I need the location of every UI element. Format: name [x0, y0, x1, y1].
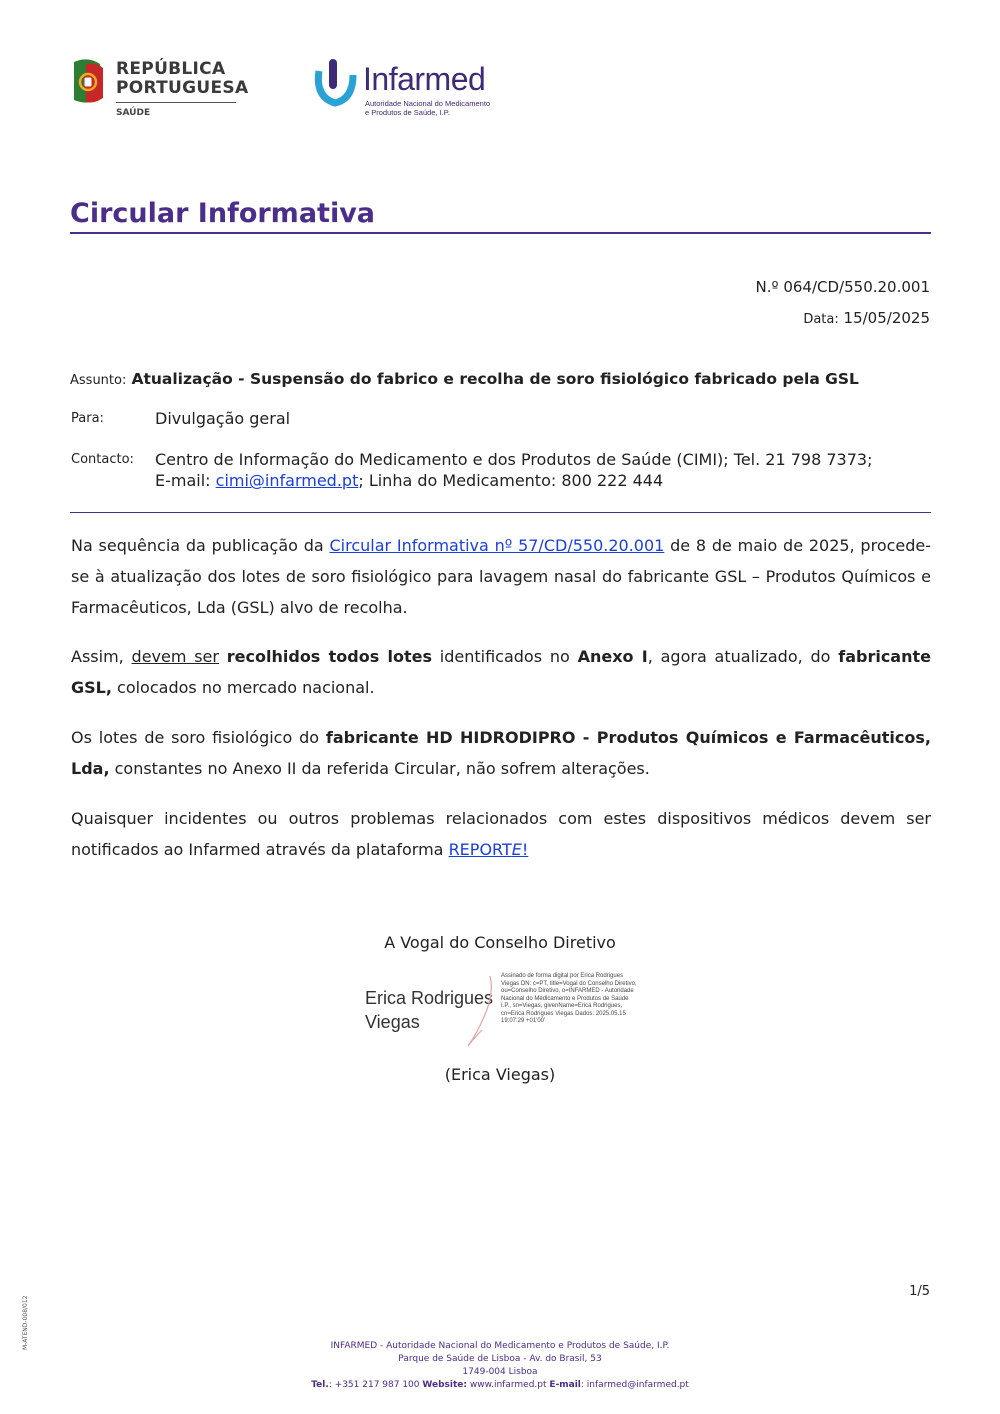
- p1-text: Na sequência da publicação da: [71, 536, 330, 555]
- document-title: Circular Informativa: [70, 198, 376, 229]
- footer-line1: INFARMED - Autoridade Nacional do Medicamento e Produtos de Saúde, I.P.: [330, 1341, 670, 1351]
- logo-rp-sub: SAÚDE: [116, 108, 151, 118]
- paragraph-1: [71, 530, 931, 623]
- footer-line3: 1749-004 Lisboa: [462, 1367, 538, 1377]
- reporte-link-b: E: [511, 840, 522, 859]
- p2-space: [219, 647, 227, 666]
- infarmed-logo: [313, 57, 503, 121]
- p2-bold-2: Anexo I: [577, 647, 648, 666]
- p2-underlined: devem ser: [131, 647, 219, 666]
- logo-infarmed-sub2: e Produtos de Saúde, I.P.: [365, 108, 450, 117]
- footer-email-label: E-mail: [549, 1380, 581, 1390]
- p2-text: Assim,: [71, 647, 132, 666]
- signature-name-line1: Erica Rodrigues: [365, 988, 494, 1008]
- footer-tel: : +351 217 987 100: [328, 1380, 420, 1390]
- logo-rp-line2: PORTUGUESA: [116, 78, 249, 98]
- page-number: 1/5: [909, 1284, 930, 1299]
- contact-label: Contacto:: [71, 452, 134, 467]
- footer-web-label: Website:: [422, 1380, 467, 1390]
- signature-metadata: Assinado de forma digital por Erica Rodrigues Viegas DN: c=PT, title=Vogal do Conselho Diretivo, ou=Conselho Diretivo, o=INFARMED - Autoridade Nacional do Medicamento e Produtos de Saúde I.P., sn=Viegas, givenName=Erica Rodrigues, cn=Erica Rodrigues Viegas Dados: 2025.05.15 19:07:29 +01'00': [501, 973, 637, 1024]
- p2-text-3: , agora atualizado, do: [647, 647, 839, 666]
- footer-web[interactable]: www.infarmed.pt: [466, 1380, 547, 1390]
- date-value: 15/05/2025: [843, 309, 930, 327]
- circular-57-link[interactable]: Circular Informativa nº 57/CD/550.20.001: [329, 536, 665, 555]
- reporte-link-a: REPORT: [448, 840, 512, 859]
- to-label: Para:: [71, 411, 104, 426]
- signature-name-line2: Viegas: [365, 1012, 420, 1032]
- paragraph-3: [71, 722, 931, 784]
- date-label: Data:: [803, 312, 839, 327]
- p3-text-end: constantes no Anexo II da referida Circular, não sofrem alterações.: [109, 759, 650, 778]
- footer-line2: Parque de Saúde de Lisboa - Av. do Brasil, 53: [398, 1354, 602, 1364]
- contact-line1: Centro de Informação do Medicamento e dos Produtos de Saúde (CIMI); Tel. 21 798 7373;: [155, 450, 873, 469]
- portugal-emblem-icon: [70, 58, 106, 106]
- p3-text: Os lotes de soro fisiológico do: [71, 728, 326, 747]
- reporte-link[interactable]: [449, 840, 529, 859]
- p2-bold-3: fabricante GSL,: [71, 647, 931, 697]
- signer-printed-name: (Erica Viegas): [444, 1065, 556, 1084]
- contact-email-label: E-mail:: [155, 471, 216, 490]
- contact-phone-line: ; Linha do Medicamento: 800 222 444: [358, 471, 664, 490]
- logo-infarmed-word: Infarmed: [363, 61, 486, 97]
- form-code: M-ATEND-008/012: [22, 1295, 29, 1350]
- p2-text-4: colocados no mercado nacional.: [111, 678, 375, 697]
- footer-tel-label: Tel.: [311, 1380, 329, 1390]
- subject-label: Assunto:: [70, 373, 127, 388]
- p2-bold-1: recolhidos todos lotes: [226, 647, 432, 666]
- footer-email[interactable]: : infarmed@infarmed.pt: [580, 1380, 689, 1390]
- p1-text-end: de 8 de maio de 2025, procede-se à atualização dos lotes de soro fisiológico para lavagem nasal do fabricante GSL – Produtos Químicos e Farmacêuticos, Lda (GSL) alvo de recolha.: [71, 536, 932, 617]
- p3-bold: fabricante HD HIDRODIPRO - Produtos Químicos e Farmacêuticos, Lda,: [71, 728, 931, 778]
- p2-text-2: identificados no: [432, 647, 578, 666]
- footer: [0, 1340, 1000, 1392]
- to-value: Divulgação geral: [155, 409, 291, 428]
- logo-infarmed-sub1: Autoridade Nacional do Medicamento: [365, 99, 491, 108]
- p4-text: Quaisquer incidentes ou outros problemas relacionados com estes dispositivos médicos devem ser notificados ao Infarmed através da plataforma: [71, 809, 931, 859]
- paragraph-4: [71, 803, 931, 865]
- signature-stroke-icon: [460, 972, 500, 1050]
- subject-value: Atualização - Suspensão do fabrico e recolha de soro fisiológico fabricado pela GSL: [131, 370, 859, 388]
- logo-rp-divider: [116, 102, 236, 103]
- logo-rp-line1: REPÚBLICA: [116, 59, 226, 79]
- contact-email-link[interactable]: cimi@infarmed.pt: [215, 471, 359, 490]
- infarmed-mark-icon: [313, 57, 357, 107]
- body-divider: [70, 512, 931, 513]
- signer-role: A Vogal do Conselho Diretivo: [384, 933, 616, 952]
- footer-contacts: [0, 1379, 1000, 1392]
- republica-portuguesa-logo: [70, 58, 249, 122]
- subject-row: [70, 369, 940, 388]
- reporte-link-c: !: [521, 840, 529, 859]
- title-divider: [70, 232, 931, 234]
- digital-signature: [365, 972, 635, 1050]
- contact-line2: [155, 471, 663, 490]
- paragraph-2: [71, 641, 931, 703]
- circular-number: N.º 064/CD/550.20.001: [755, 278, 930, 296]
- circular-date: [803, 309, 930, 327]
